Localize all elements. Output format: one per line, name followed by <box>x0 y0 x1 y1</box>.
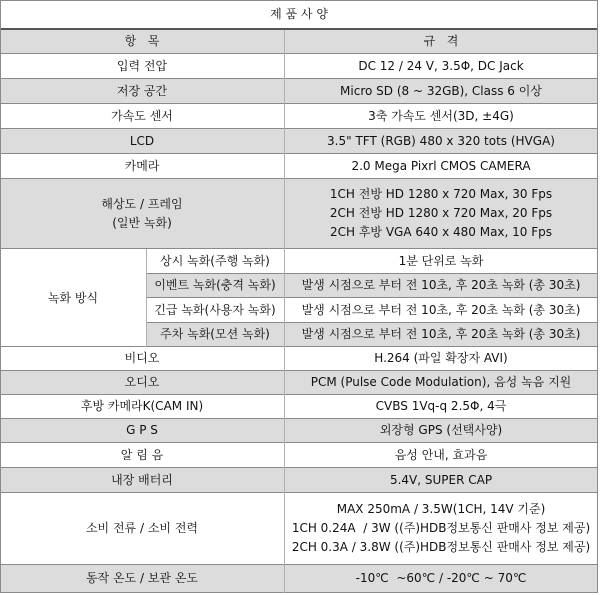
row-value-lcd: 3.5" TFT (RGB) 480 x 320 tots (HVGA) <box>284 129 598 153</box>
row-label-storage: 저장 공간 <box>0 79 284 103</box>
header-spec: 규 격 <box>284 30 598 53</box>
row-value-notification-sound: 음성 안내, 효과음 <box>394 447 488 462</box>
table-row <box>0 54 598 79</box>
header-row <box>0 30 598 54</box>
row-label-temperature: 동작 온도 / 보관 온도 <box>0 565 284 592</box>
row-value-storage: Micro SD (8 ~ 32GB), Class 6 이상 <box>284 79 598 103</box>
row-value-rear-camera: CVBS 1Vq-q 2.5Φ, 4극 <box>375 399 507 413</box>
column-divider <box>284 347 285 593</box>
row-value-video: H.264 (파일 확장자 AVI) <box>374 351 508 365</box>
table-row-resolution <box>0 179 598 249</box>
table-row <box>0 104 598 129</box>
table-row-power <box>0 493 598 565</box>
resolution-value: 2CH 후방 VGA 640 x 480 Max, 10 Fps <box>329 225 553 239</box>
power-value: MAX 250mA / 3.5W(1CH, 14V 기준) <box>336 502 546 516</box>
table-row <box>0 347 598 371</box>
recording-mode-label: 상시 녹화(주행 녹화) <box>160 253 270 268</box>
column-divider <box>146 249 147 347</box>
row-value-input-voltage: DC 12 / 24 V, 3.5Φ, DC Jack <box>358 58 524 73</box>
table-row <box>0 565 598 593</box>
row-value-battery: 5.4V, SUPER CAP <box>284 468 598 492</box>
table-row <box>0 129 598 154</box>
row-label-audio: 오디오 <box>0 371 284 394</box>
power-value: 2CH 0.3A / 3.8W ((주)HDB정보통신 판매사 정보 제공) <box>291 540 591 554</box>
recording-mode-label: 긴급 녹화(사용자 녹화) <box>154 302 276 317</box>
row-value-camera: 2.0 Mega Pixrl CMOS CAMERA <box>351 158 531 173</box>
recording-group-label: 녹화 방식 <box>0 249 146 347</box>
table-row-recording-mode <box>146 274 598 298</box>
row-label-video: 비디오 <box>124 351 160 365</box>
resolution-value: 2CH 전방 HD 1280 x 720 Max, 20 Fps <box>329 206 553 220</box>
row-label-rear-camera: 후방 카메라K(CAM IN) <box>80 399 204 413</box>
recording-mode-value: 1분 단위로 녹화 <box>398 253 484 268</box>
row-value-accelerometer: 3축 가속도 센서(3D, ±4G) <box>368 108 514 123</box>
power-value: 1CH 0.24A / 3W ((주)HDB정보통신 판매사 정보 제공) <box>291 521 591 535</box>
recording-mode-value: 발생 시점으로 부터 전 10초, 후 20초 녹화 (총 30초) <box>284 323 598 346</box>
row-value-temperature: -10℃ ~60℃ / -20℃ ~ 70℃ <box>284 565 598 592</box>
table-title: 제 품 사 양 <box>270 7 328 21</box>
row-label-resolution <box>0 179 284 248</box>
row-label-battery: 내장 배터리 <box>0 468 284 492</box>
table-row <box>0 395 598 419</box>
row-label-gps: G P S <box>0 419 284 442</box>
table-row <box>0 468 598 493</box>
table-title-row <box>0 0 598 30</box>
recording-mode-value: 발생 시점으로 부터 전 10초, 후 20초 녹화 (총 30초) <box>301 302 581 317</box>
table-border-left <box>0 0 1 593</box>
recording-mode-value: 발생 시점으로 부터 전 10초, 후 20초 녹화 (총 30초) <box>284 274 598 297</box>
table-border-right <box>597 0 598 593</box>
column-divider <box>284 249 285 347</box>
row-label-notification-sound: 알 림 음 <box>120 447 164 462</box>
table-row <box>0 443 598 468</box>
table-row-recording-mode <box>146 298 598 323</box>
row-label-lcd: LCD <box>0 129 284 153</box>
resolution-label-line1: 해상도 / 프레임 <box>101 196 183 211</box>
row-label-accelerometer: 가속도 센서 <box>111 108 173 123</box>
table-row <box>0 371 598 395</box>
row-label-camera: 카메라 <box>124 158 160 173</box>
row-value-resolution <box>284 179 598 248</box>
table-row-recording-mode <box>146 323 598 347</box>
row-value-power <box>284 493 598 564</box>
row-label-input-voltage: 입력 전압 <box>116 58 168 73</box>
column-divider <box>284 30 285 249</box>
table-row <box>0 154 598 179</box>
recording-mode-label: 주차 녹화(모션 녹화) <box>146 323 284 346</box>
table-row-recording-mode <box>146 249 598 274</box>
resolution-label-line2: (일반 녹화) <box>112 215 172 230</box>
header-item: 항 목 <box>0 30 284 53</box>
row-value-audio: PCM (Pulse Code Modulation), 음성 녹음 지원 <box>284 371 598 394</box>
row-value-gps: 외장형 GPS (선택사양) <box>284 419 598 442</box>
table-row <box>0 419 598 443</box>
resolution-value: 1CH 전방 HD 1280 x 720 Max, 30 Fps <box>329 187 553 201</box>
table-row <box>0 79 598 104</box>
recording-mode-label: 이벤트 녹화(충격 녹화) <box>146 274 284 297</box>
row-label-power: 소비 전류 / 소비 전력 <box>85 521 199 535</box>
